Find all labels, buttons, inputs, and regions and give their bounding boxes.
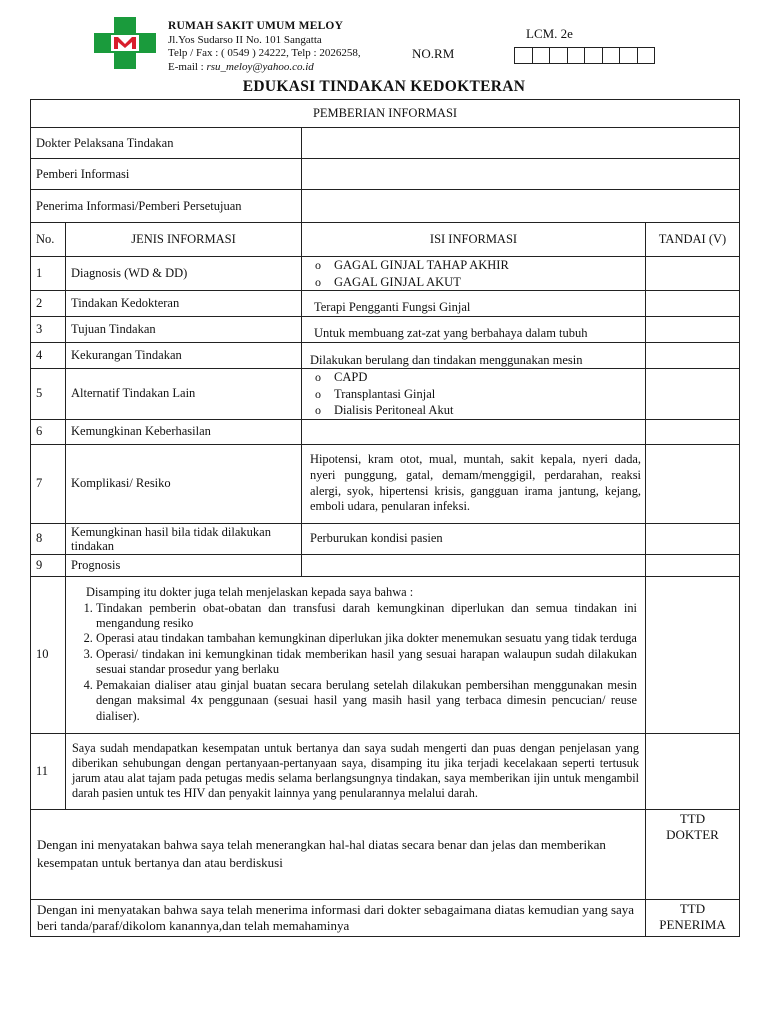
table-row [31, 444, 740, 523]
row-jenis: Kekurangan Tindakan [66, 343, 302, 369]
hospital-phone: Telp / Fax : ( 0549 ) 24222, Telp : 2026258, [168, 47, 361, 59]
doctor-statement-row [31, 809, 740, 899]
email-label: E-mail : [168, 60, 207, 73]
info-value-field[interactable] [302, 128, 740, 159]
doctor-signature-cell[interactable] [646, 809, 740, 899]
row-jenis: Tindakan Kedokteran [66, 291, 302, 317]
row-jenis: Komplikasi/ Resiko [66, 444, 302, 523]
no-rm-digit-box[interactable] [602, 47, 621, 64]
row-isi: Terapi Pengganti Fungsi Ginjal [302, 291, 646, 317]
hospital-email-line [168, 61, 361, 75]
tanda-check-cell[interactable] [646, 554, 740, 576]
tanda-check-cell[interactable] [646, 317, 740, 343]
tanda-check-cell[interactable] [646, 523, 740, 554]
signature-label: TTD [679, 810, 706, 826]
table-row [31, 369, 740, 420]
hospital-info [168, 20, 361, 74]
row-jenis: Prognosis [66, 554, 302, 576]
doctor-statement: Dengan ini menyatakan bahwa saya telah menerangkan hal-hal diatas secara benar dan jelas dan memberikan kesempatan untuk bertanya dan atau berdiskusi [31, 809, 646, 899]
tanda-check-cell[interactable] [646, 576, 740, 733]
bullet-item: o GAGAL GINJAL AKUT [315, 274, 640, 291]
tanda-check-cell[interactable] [646, 291, 740, 317]
receiver-signature-cell[interactable] [646, 899, 740, 936]
bullet-item: o Transplantasi Ginjal [315, 386, 640, 403]
row-number: 4 [31, 343, 66, 369]
no-rm-digit-box[interactable] [584, 47, 603, 64]
column-header-row [31, 223, 740, 257]
row-number: 11 [31, 733, 66, 809]
isi-bullet-list [307, 369, 640, 419]
row-isi: Hipotensi, kram otot, mual, muntah, sakit kepala, nyeri dada, nyeri punggung, gatal, demam/menggigil, perdarahan, reaksi alergi, syok, hipertensi krisis, gangguan irama jantung, kejang, emboli udara, penularan infeksi. [302, 444, 646, 523]
form-code: LCM. 2e [526, 26, 573, 41]
table-row [31, 576, 740, 733]
receiver-statement: Dengan ini menyatakan bahwa saya telah menerima informasi dari dokter sebagaimana diatas kemudian yang saya beri tanda/paraf/dikolom kanannya,dan telah memahaminya [31, 899, 646, 936]
hospital-name: RUMAH SAKIT UMUM MELOY [168, 20, 344, 32]
isi-bullet-list [307, 257, 640, 290]
hospital-logo [94, 17, 156, 69]
row-jenis: Alternatif Tindakan Lain [66, 369, 302, 420]
no-rm-label: NO.RM [412, 46, 455, 61]
no-rm-boxes [515, 47, 655, 64]
info-value-field[interactable] [302, 159, 740, 190]
info-row [31, 128, 740, 159]
info-label: Dokter Pelaksana Tindakan [31, 128, 302, 159]
receiver-statement-row [31, 899, 740, 936]
row-isi [302, 369, 646, 420]
explanation-item: 1. Tindakan pemberin obat-obatan dan transfusi darah kemungkinan diperlukan dan semua tindakan ini mengandung resiko [96, 601, 637, 632]
row-isi: Dilakukan berulang dan tindakan menggunakan mesin [302, 343, 646, 369]
row-number: 9 [31, 554, 66, 576]
bullet-item: o GAGAL GINJAL TAHAP AKHIR [315, 257, 640, 274]
col-header-no: No. [31, 223, 66, 257]
hospital-address: Jl.Yos Sudarso II No. 101 Sangatta [168, 33, 322, 46]
row-number: 8 [31, 523, 66, 554]
info-label: Penerima Informasi/Pemberi Persetujuan [31, 190, 302, 223]
table-row [31, 317, 740, 343]
info-value-field[interactable] [302, 190, 740, 223]
row-number: 2 [31, 291, 66, 317]
no-rm-digit-box[interactable] [514, 47, 533, 64]
row-isi [302, 554, 646, 576]
no-rm-digit-box[interactable] [637, 47, 656, 64]
section-title: PEMBERIAN INFORMASI [31, 100, 740, 128]
row-isi [302, 257, 646, 291]
tanda-check-cell[interactable] [646, 419, 740, 444]
explanation-list [72, 601, 637, 724]
no-rm-digit-box[interactable] [532, 47, 551, 64]
table-row [31, 523, 740, 554]
document-title: EDUKASI TINDAKAN KEDOKTERAN [242, 78, 526, 95]
no-rm-digit-box[interactable] [619, 47, 638, 64]
tanda-check-cell[interactable] [646, 444, 740, 523]
col-header-jenis: JENIS INFORMASI [66, 223, 302, 257]
row-jenis: Tujuan Tindakan [66, 317, 302, 343]
explanation-item: 4. Pemakaian dialiser atau ginjal buatan secara berulang setelah dilakukan pembersihan menggunakan mesin dengan maksimal 4x penggunaan (sesuai hasil yang masih hasil yang terbaca dimesin pencucian/ reuse dialiser). [96, 678, 637, 724]
consent-cell: Saya sudah mendapatkan kesempatan untuk bertanya dan saya sudah mengerti dan puas dengan penjelasan yang diberikan sehubungan dengan pertanyaan-pertanyaan saya, disamping itu jika terjadi kecelakaan seperti tertusuk jarum atau alat tajam pada petugas medis selama berlangsungnya tindakan, saya memberikan ijin untuk mengambil darah pasien untuk tes HIV dan penyakit lainnya yang penularannya melalui darah. [66, 733, 646, 809]
col-header-tanda: TANDAI (V) [646, 223, 740, 257]
bullet-item: o CAPD [315, 369, 640, 386]
row-number: 5 [31, 369, 66, 420]
row-number: 10 [31, 576, 66, 733]
table-row [31, 291, 740, 317]
bullet-item: o Dialisis Peritoneal Akut [315, 402, 640, 419]
signature-role: PENERIMA [659, 916, 726, 932]
section-header-row [31, 100, 740, 128]
col-header-isi: ISI INFORMASI [302, 223, 646, 257]
table-row [31, 343, 740, 369]
row-number: 6 [31, 419, 66, 444]
green-cross-m-icon [94, 17, 156, 69]
table-row [31, 733, 740, 809]
table-row [31, 419, 740, 444]
no-rm-digit-box[interactable] [567, 47, 586, 64]
hospital-email: rsu_meloy@yahoo.co.id [206, 60, 314, 73]
explanation-intro: Disamping itu dokter juga telah menjelaskan kepada saya bahwa : [86, 585, 414, 600]
table-row [31, 554, 740, 576]
explanation-item: 3. Operasi/ tindakan ini kemungkinan tidak memberikan hasil yang sesuai harapan walaupun sudah dilakukan sesuai standar prosedur yang berlaku [96, 647, 637, 678]
no-rm-digit-box[interactable] [549, 47, 568, 64]
tanda-check-cell[interactable] [646, 369, 740, 420]
row-isi: Untuk membuang zat-zat yang berbahaya dalam tubuh [302, 317, 646, 343]
tanda-check-cell[interactable] [646, 257, 740, 291]
signature-role: DOKTER [666, 826, 719, 842]
row-isi [302, 419, 646, 444]
row-number: 3 [31, 317, 66, 343]
row-jenis: Kemungkinan hasil bila tidak dilakukan tindakan [66, 523, 302, 554]
education-form-table [30, 99, 740, 937]
table-row [31, 257, 740, 291]
info-row [31, 190, 740, 223]
row-number: 7 [31, 444, 66, 523]
row-jenis: Kemungkinan Keberhasilan [66, 419, 302, 444]
row-isi: Perburukan kondisi pasien [302, 523, 646, 554]
explanation-cell [66, 576, 646, 733]
info-label: Pemberi Informasi [31, 159, 302, 190]
tanda-check-cell[interactable] [646, 733, 740, 809]
info-row [31, 159, 740, 190]
row-number: 1 [31, 257, 66, 291]
tanda-check-cell[interactable] [646, 343, 740, 369]
explanation-item: 2. Operasi atau tindakan tambahan kemungkinan diperlukan jika dokter menemukan sesuatu yang tidak terduga [96, 631, 637, 646]
row-jenis: Diagnosis (WD & DD) [66, 257, 302, 291]
signature-label: TTD [679, 900, 706, 916]
